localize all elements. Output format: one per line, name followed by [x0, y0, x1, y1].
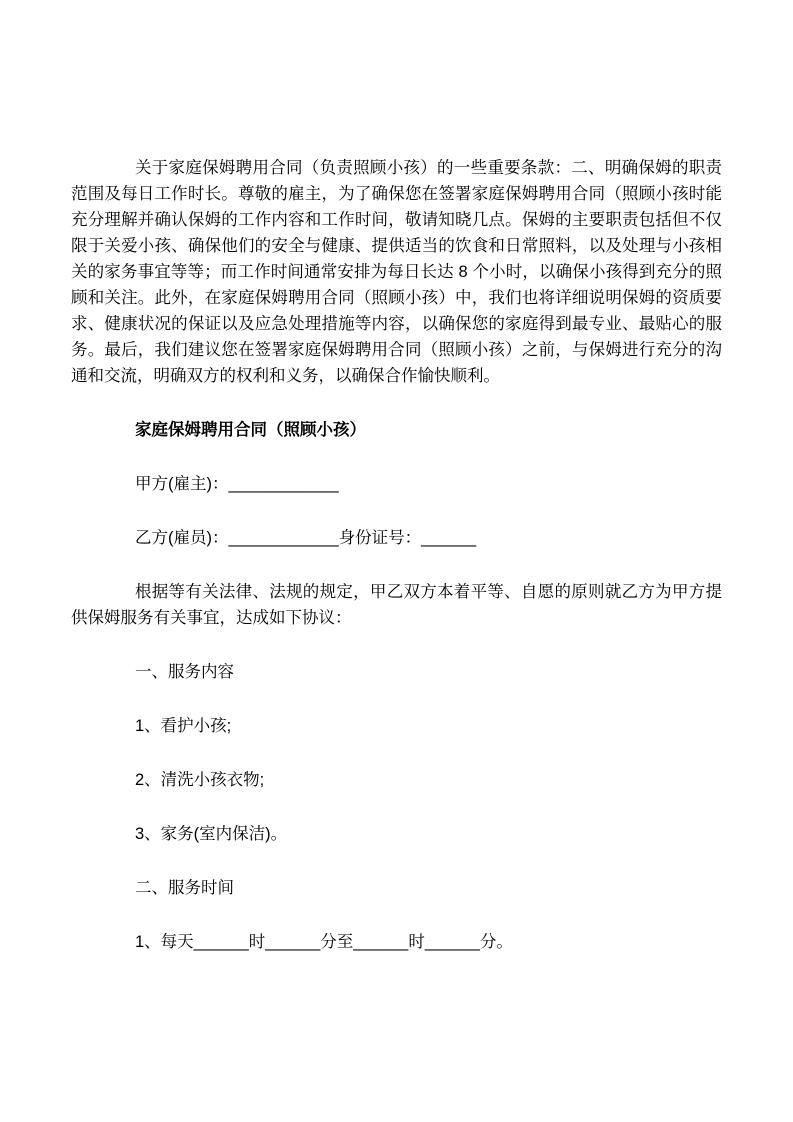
time-item-1: 1、每天______时______分至______时______分。 [135, 933, 513, 951]
section-time-heading: 二、服务时间 [135, 879, 234, 897]
intro-paragraph: 关于家庭保姆聘用合同（负责照顾小孩）的一些重要条款：二、明确保姆的职责范围及每日工作时长。尊敬的雇主，为了确保您在签署家庭保姆聘用合同（照顾小孩时能充分理解并确认保姆的工作内容和工作时间，敬请知晓几点。保姆的主要职责包括但不仅限于关爱小孩、确保他们的安全与健康、提供适当的饮食和日常照料，以及处理与小孩相关的家务事宜等等；而工作时间通常安排为每日长达 8 个小时，以确保小孩得到充分的照顾和关注。此外，在家庭保姆聘用合同（照顾小孩）中，我们也将详细说明保姆的资质要求、健康状况的保证以及应急处理措施等内容，以确保您的家庭得到最专业、最贴心的服务。最后，我们建议您在签署家庭保姆聘用合同（照顾小孩）之前，与保姆进行充分的沟通和交流，明确双方的权利和义务，以确保合作愉快顺利。 [71, 159, 722, 385]
party-a-line [71, 471, 722, 497]
party-b-id-label: 身份证号： [338, 529, 422, 547]
party-a-label: 甲方(雇主)： [135, 475, 229, 493]
contract-title: 家庭保姆聘用合同（照顾小孩） [135, 421, 366, 439]
party-b-blank: ____________ [228, 529, 339, 547]
service-item-2: 2、清洗小孩衣物; [135, 771, 265, 789]
service-item-3: 3、家务(室内保洁)。 [135, 825, 288, 843]
service-item-1: 1、看护小孩; [135, 717, 232, 735]
party-a-blank: ____________ [228, 475, 339, 493]
party-b-line [71, 525, 722, 551]
basis-paragraph: 根据等有关法律、法规的规定，甲乙双方本着平等、自愿的原则就乙方为甲方提供保姆服务有关事宜，达成如下协议： [71, 583, 722, 627]
contract-document [71, 155, 722, 955]
party-b-id-blank: ______ [421, 529, 477, 547]
section-service-heading: 一、服务内容 [135, 663, 234, 681]
party-b-label: 乙方(雇员)： [135, 529, 229, 547]
